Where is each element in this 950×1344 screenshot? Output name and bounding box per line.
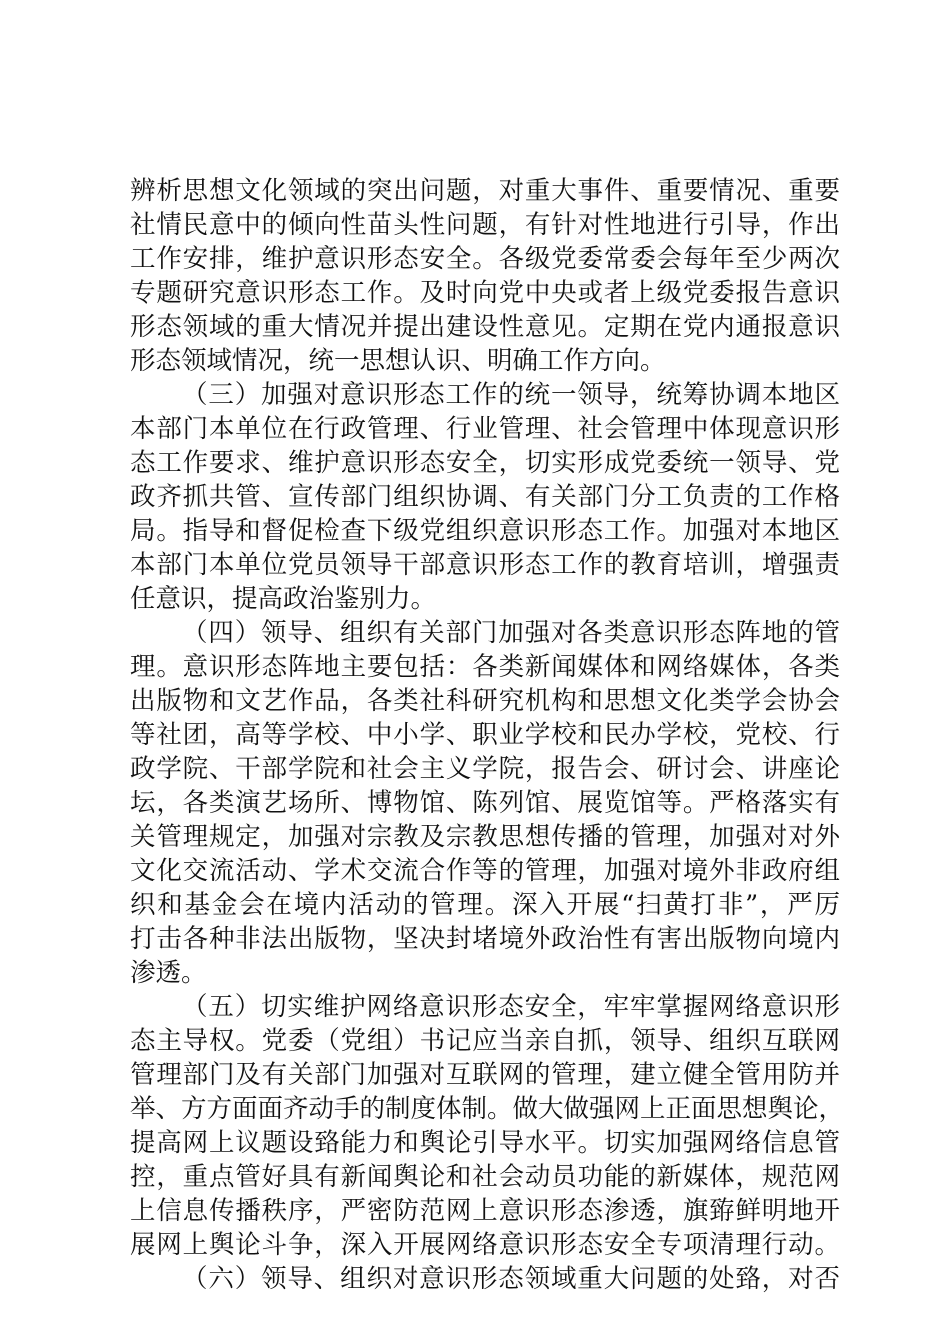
text-line: 任意识，提高政治鉴别力。	[130, 584, 437, 614]
text-line: 本部门本单位党员领导干部意识形态工作的教育培训，增强责	[130, 550, 840, 580]
text-line: 举、方方面面齐动手的制度体制。做大做强网上正面思想舆论，	[130, 1094, 845, 1124]
text-line: 出版物和文艺作品，各类社科研究机构和思想文化类学会协会	[130, 686, 840, 716]
text-line: 关管理规定，加强对宗教及宗教思想传播的管理，加强对对外	[130, 822, 840, 852]
text-line: 展网上舆论斗争，深入开展网络意识形态安全专项清理行动。	[130, 1230, 840, 1260]
text-line: 打击各种非法出版物，坚决封堵境外政治性有害出版物向境内	[130, 924, 840, 954]
text-line: 本部门本单位在行政管理、行业管理、社会管理中体现意识形	[130, 414, 840, 444]
body-text	[130, 174, 845, 1296]
text-line: 管理部门及有关部门加强对互联网的管理，建立健全管用防并	[130, 1060, 840, 1090]
text-line: 上信息传播秩序，严密防范网上意识形态渗透，旗臶鲜明地开	[130, 1196, 840, 1226]
text-line: 态主导权。党委（党组）书记应当亲自抓，领导、组织互联网	[130, 1026, 840, 1056]
text-line: 形态领域情况，统一思想认识、明确工作方向。	[130, 346, 666, 376]
text-line: 文化交流活动、学术交流合作等的管理，加强对境外非政府组	[130, 856, 840, 886]
paragraph-start-line: （三）加强对意识形态工作的统一领导，统筹协调本地区	[182, 380, 840, 410]
paragraph-start-line: （五）切实维护网络意识形态安全，牢牢掌握网络意识形	[182, 992, 840, 1022]
text-line: 社情民意中的倾向性苗头性问题，有针对性地进行引导，作出	[130, 210, 840, 240]
text-line: 态工作要求、维护意识形态安全，切实形成党委统一领导、党	[130, 448, 840, 478]
text-line: 政齐抓共管、宣传部门组织协调、有关部门分工负责的工作格	[130, 482, 840, 512]
text-line: 工作安排，维护意识形态安全。各级党委常委会每年至少两次	[130, 244, 840, 274]
text-line: 政学院、干部学院和社会主义学院，报告会、研讨会、讲座论	[130, 754, 840, 784]
paragraph-start-line: （六）领导、组织对意识形态领域重大问题的处臵，对否	[182, 1264, 840, 1294]
text-line: 形态领域的重大情况并提出建设性意见。定期在党内通报意识	[130, 312, 840, 342]
text-line: 辨析思想文化领域的突出问题，对重大事件、重要情况、重要	[130, 176, 840, 206]
text-line: 提高网上议题设臵能力和舆论引导水平。切实加强网络信息管	[130, 1128, 840, 1158]
text-line: 控，重点管好具有新闻舆论和社会动员功能的新媒体，规范网	[130, 1162, 840, 1192]
text-line: 专题研究意识形态工作。及时向党中央或者上级党委报告意识	[130, 278, 840, 308]
text-line: 坛，各类演艺场所、博物馆、陈列馆、展览馆等。严格落实有	[130, 788, 840, 818]
text-line: 理。意识形态阵地主要包括：各类新闻媒体和网络媒体，各类	[130, 652, 840, 682]
text-line: 渗透。	[130, 958, 207, 988]
text-line: 等社团，高等学校、中小学、职业学校和民办学校，党校、行	[130, 720, 840, 750]
paragraph-start-line: （四）领导、组织有关部门加强对各类意识形态阵地的管	[182, 618, 840, 648]
text-line: 局。指导和督促检查下级党组织意识形态工作。加强对本地区	[130, 516, 840, 546]
text-line: 织和基金会在境内活动的管理。深入开展“扫黄打非”，严厉	[130, 890, 840, 920]
